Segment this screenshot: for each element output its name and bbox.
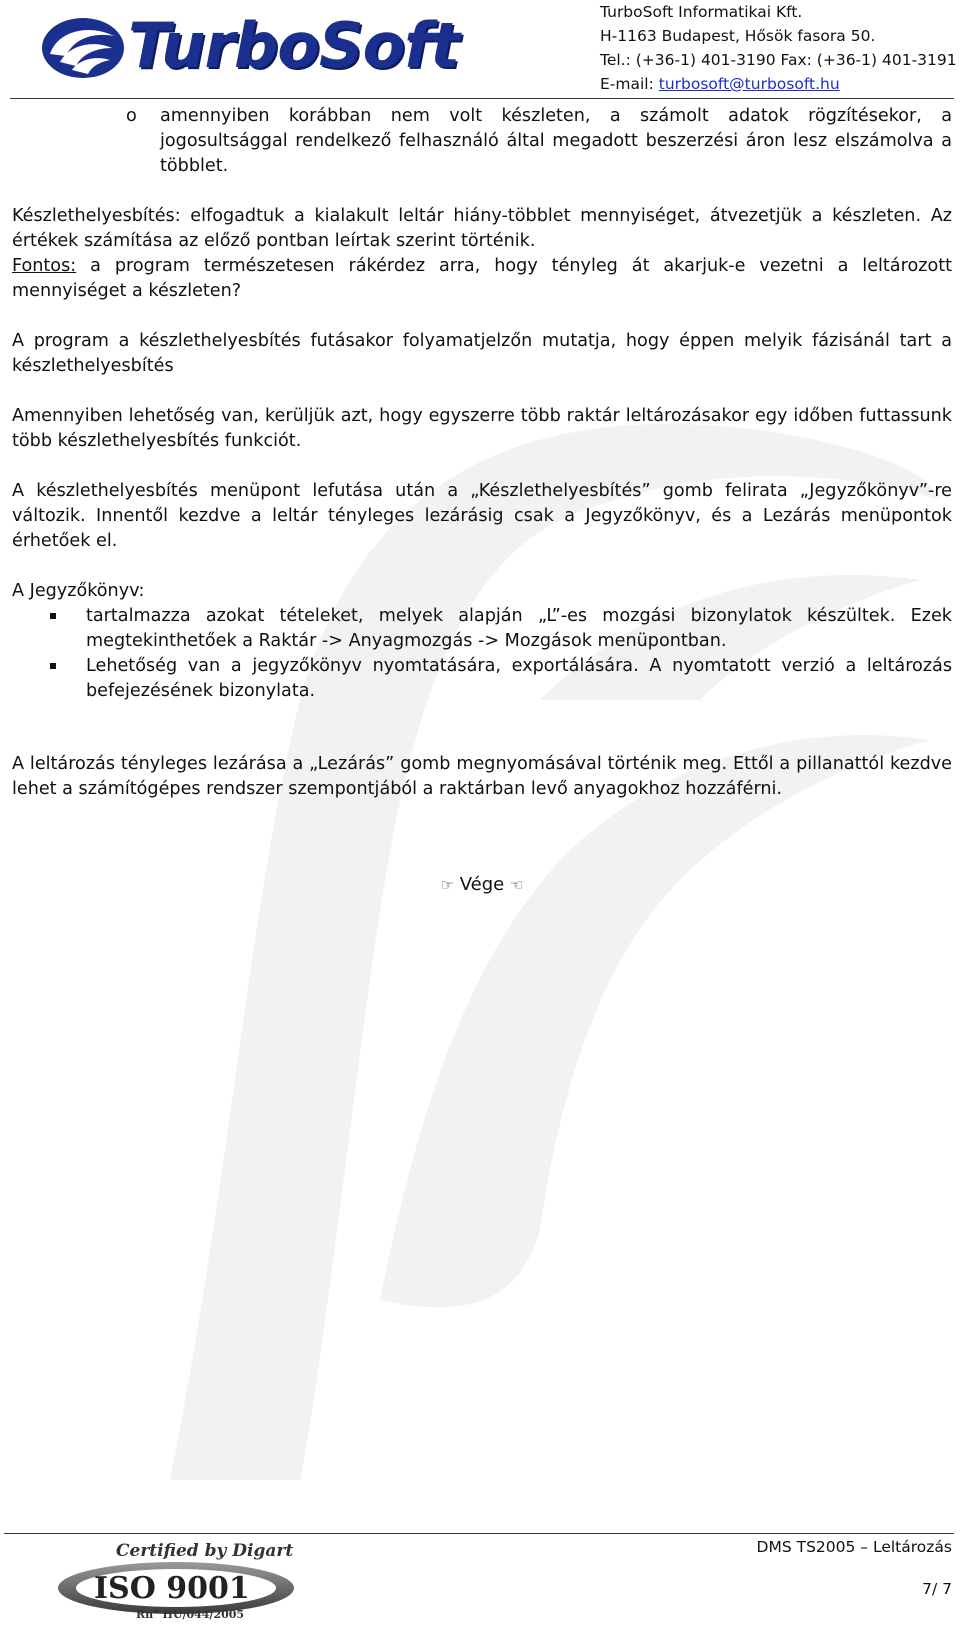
document-body [12, 104, 952, 898]
cert-line-3: Rn° HU/044/2005 [136, 1608, 245, 1620]
list-item [12, 604, 952, 654]
important-text: a program természetesen rákérdez arra, hogy tényleg át akarjuk-e vezetni a leltározott mennyiséget a készleten? [12, 256, 952, 301]
cert-line-2: ISO 9001 [94, 1571, 250, 1606]
pointing-hand-right-icon: ☞ [440, 875, 455, 894]
paragraph-stock-correction: Készlethelyesbítés: elfogadtuk a kialakult leltár hiány-többlet mennyiséget, átvezetjük a készleten. Az értékek számítása az előző pontban leírtak szerint történik. [12, 206, 952, 251]
paragraph-closing: A leltározás tényleges lezárása a „Lezárás” gomb megnyomásával történik meg. Ettől a pillanattól kezdve lehet a számítógépes rendszer szempontjából a raktárban levő anyagokhoz hozzáférni. [12, 754, 952, 799]
company-contact-block [600, 0, 957, 96]
company-email-line [600, 72, 957, 96]
paragraph-important [12, 254, 952, 304]
document-title: DMS TS2005 – Leltározás [756, 1538, 952, 1556]
list-item [12, 654, 952, 704]
important-label: Fontos: [12, 256, 77, 276]
paragraph-progress: A program a készlethelyesbítés futásakor folyamatjelzőn mutatja, hogy éppen melyik fázisánál tart a készlethelyesbítés [12, 331, 952, 376]
company-phone-fax: Tel.: (+36-1) 401-3190 Fax: (+36-1) 401-3191 [600, 51, 957, 69]
paragraph-button-change: A készlethelyesbítés menüpont lefutása után a „Készlethelyesbítés” gomb felirata „Jegyzőkönyv”-re változik. Innentől kezdve a leltár tényleges lezárásig csak a Jegyzőkönyv, és a Lezárás menüpontok érhetőek el. [12, 481, 952, 551]
header-divider [10, 98, 954, 99]
page-header [0, 0, 960, 100]
company-address: H-1163 Budapest, Hősök fasora 50. [600, 27, 876, 45]
protocol-heading: A Jegyzőkönyv: [12, 581, 145, 601]
sub-list-item [12, 104, 952, 179]
square-bullet-icon [50, 663, 56, 669]
cert-line-1: Certified by Digart [116, 1541, 294, 1561]
email-label: E-mail: [600, 75, 659, 93]
list-item-text: tartalmazza azokat tételeket, melyek alapján „L”-es mozgási bizonylatok készültek. Ezek megtekinthetőek a Raktár -> Anyagmozgás -> Mozgások menüpontban. [86, 606, 952, 651]
turbosoft-wordmark: TurboSoft [128, 9, 459, 82]
end-text: Vége [459, 874, 505, 895]
page-number: 7/ 7 [922, 1580, 952, 1598]
square-bullet-icon [50, 613, 56, 619]
iso-9001-certification-logo [56, 1540, 306, 1620]
paragraph-avoid-parallel: Amennyiben lehetőség van, kerüljük azt, hogy egyszerre több raktár leltározásakor egy időben futtassunk több készlethelyesbítés funkciót. [12, 406, 952, 451]
footer-divider [4, 1533, 954, 1534]
email-link[interactable]: turbosoft@turbosoft.hu [658, 75, 840, 93]
company-name: TurboSoft Informatikai Kft. [600, 3, 803, 21]
list-item-text: Lehetőség van a jegyzőkönyv nyomtatására, exportálására. A nyomtatott verzió a leltározás befejezésének bizonylata. [86, 656, 952, 701]
turbosoft-swirl-logo-icon [40, 16, 126, 80]
protocol-list [12, 604, 952, 704]
end-marker [12, 872, 952, 898]
sub-list-item-text: amennyiben korábban nem volt készleten, a számolt adatok rögzítésekor, a jogosultsággal rendelkező felhasználó által megadott beszerzési áron lesz elszámolva a többlet. [160, 106, 952, 176]
circle-bullet-icon: o [126, 106, 137, 126]
pointing-hand-left-icon: ☜ [509, 875, 524, 894]
